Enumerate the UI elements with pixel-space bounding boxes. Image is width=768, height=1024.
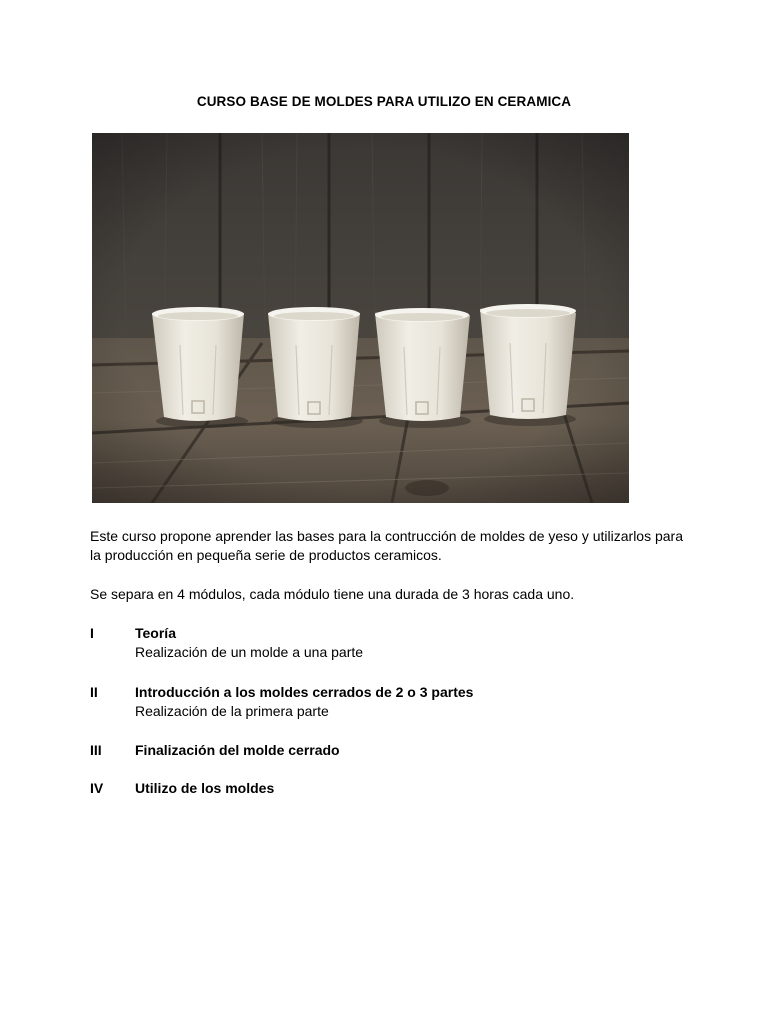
- intro-paragraph: Este curso propone aprender las bases para la contrucción de moldes de yeso y utilizarlos para la producción en pequeña serie de productos ceramicos.: [90, 528, 683, 563]
- ceramic-cups-photo: [92, 133, 629, 503]
- module-number: III: [90, 742, 102, 758]
- module-detail: Realización de un molde a una parte: [135, 644, 364, 660]
- module-number: II: [90, 684, 98, 700]
- document-title: CURSO BASE DE MOLDES PARA UTILIZO EN CERAMICA: [196, 94, 572, 109]
- module-title: Teoría: [135, 625, 176, 641]
- module-number: I: [90, 625, 94, 641]
- module-detail: Realización de la primera parte: [135, 703, 329, 719]
- module-title: Introducción a los moldes cerrados de 2 o 3 partes: [135, 684, 474, 700]
- module-title: Finalización del molde cerrado: [135, 742, 340, 758]
- modules-summary-paragraph: Se separa en 4 módulos, cada módulo tiene una durada de 3 horas cada uno.: [90, 586, 575, 602]
- module-title: Utilizo de los moldes: [135, 780, 275, 796]
- module-number: IV: [90, 780, 104, 796]
